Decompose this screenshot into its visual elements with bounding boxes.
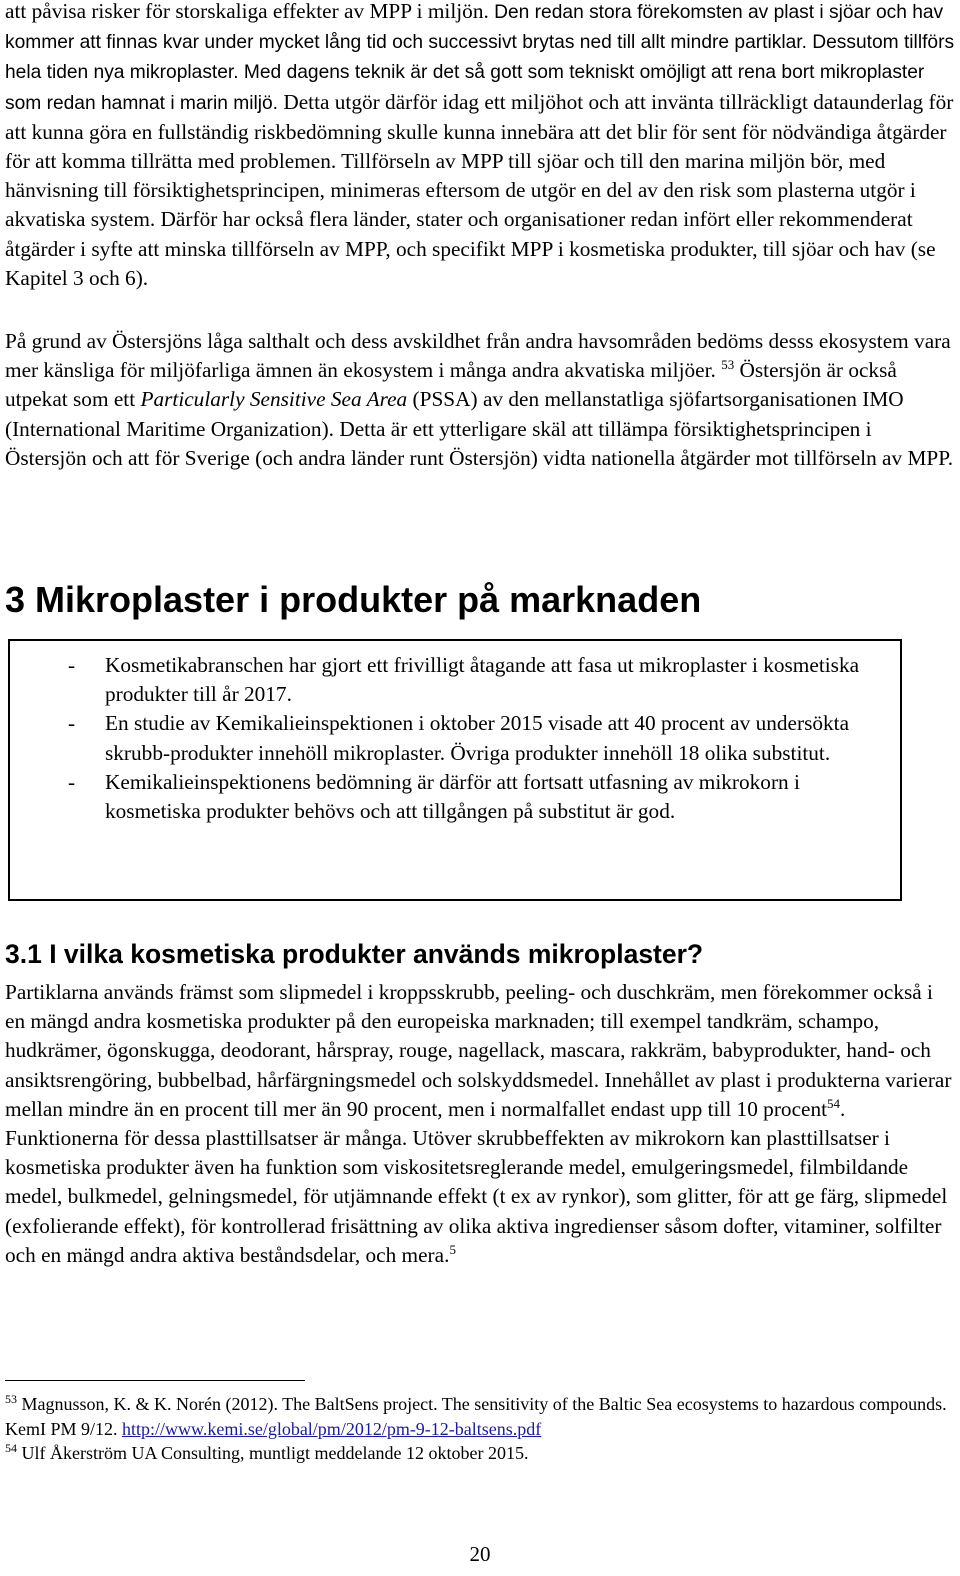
intro-serif-rest: Detta utgör därför idag ett miljöhot och att invänta tillräckligt dataunderlag för att kunna göra en fullständig riskbedömning skulle kunna innebära att det blir för sent för nödvändiga åtgärder för att komma tillrätta med problemen. Tillförseln av MPP till sjöar och till den marina miljön bör, med hänvisning till försiktighetsprincipen, minimeras eftersom de utgör en del av den risk som plasterna utgör i akvatiska system. Därför har också flera länder, stater och organisationer redan infört eller rekommenderat åtgärder i syfte att minska tillförseln av MPP, och specifikt MPP i kosmetiska produkter, till sjöar och hav (se Kapitel 3 och 6). bbox=[5, 89, 954, 290]
summary-item-text: En studie av Kemikalieinspektionen i oktober 2015 visade att 40 procent av undersökta skrubb-produkter innehöll mikroplaster. Övriga produkter innehöll 18 olika substitut. bbox=[105, 711, 850, 765]
intro-sans-text: Den redan stora förekomsten av plast i sjöar och hav kommer att finnas kvar under mycket lång tid och successivt brytas ned till allt mindre partiklar. Dessutom tillförs hela tiden nya mikroplaster. Med dagens teknik är det så gott som tekniskt omöjligt att rena bort mikroplaster som redan hamnat i marin miljö. bbox=[5, 2, 955, 114]
footnote-ref-5[interactable]: 5 bbox=[449, 1241, 456, 1257]
baltic-text-b: Östersjön är också utpekat som ett bbox=[5, 358, 897, 412]
summary-item-text: Kemikalieinspektionens bedömning är därför att fortsatt utfasning av mikrokorn i kosmetiska produkter behövs och att tillgången på substitut är god. bbox=[105, 769, 800, 824]
cosmetics-text-b: . Funktionerna för dessa plasttillsatser är många. Utöver skrubbeffekten av mikrokorn kan plasttillsatser i kosmetiska produkter även ha funktion som viskositetsreglerande medel, emulgeringsmedel, filmbildande medel, bulkmedel, gelningsmedel, för utjämnande effekt (t ex av rynkor), som glitter, för att ge färg, slipmedel (exfolierande effekt), för kontrollerad frisättning av olika aktiva ingredienser såsom dofter, vitaminer, solfilter och en mängd andra aktiva beståndsdelar, och mera. bbox=[5, 1096, 948, 1267]
footnote-54 bbox=[5, 1441, 955, 1466]
bullet-dash: - bbox=[68, 711, 76, 736]
section-3-heading: 3 Mikroplaster i produkter på marknaden bbox=[5, 579, 702, 620]
footnote-ref-53[interactable]: 53 bbox=[721, 357, 735, 373]
footnote-53-link[interactable]: http://www.kemi.se/global/pm/2012/pm-9-12-baltsens.pdf bbox=[122, 1418, 542, 1439]
section-3-1-heading: 3.1 I vilka kosmetiska produkter används mikroplaster? bbox=[5, 939, 704, 969]
baltic-paragraph bbox=[5, 327, 955, 473]
bullet-dash: - bbox=[68, 653, 76, 677]
summary-item bbox=[10, 768, 900, 826]
footnote-53-number: 53 bbox=[5, 1392, 17, 1406]
footnote-54-number: 54 bbox=[5, 1441, 17, 1455]
footnote-53 bbox=[5, 1392, 955, 1441]
page-number: 20 bbox=[469, 1542, 491, 1566]
cosmetics-paragraph bbox=[5, 978, 955, 1270]
footnote-divider bbox=[5, 1380, 305, 1381]
footnotes bbox=[5, 1392, 955, 1466]
pssa-term: Particularly Sensitive Sea Area bbox=[140, 387, 408, 412]
summary-list bbox=[10, 641, 900, 826]
baltic-text-a: På grund av Östersjöns låga salthalt och dess avskildhet från andra havsområden bedöms desss ekosystem vara mer känsliga för miljöfarliga ämnen än ekosystem i många andra akvatiska miljöer. bbox=[5, 329, 951, 383]
bullet-dash: - bbox=[68, 769, 76, 794]
footnote-ref-54[interactable]: 54 bbox=[827, 1095, 841, 1111]
summary-item bbox=[10, 709, 900, 767]
summary-box bbox=[8, 639, 902, 901]
summary-item bbox=[10, 651, 900, 709]
footnote-54-text: Ulf Åkerström UA Consulting, muntligt meddelande 12 oktober 2015. bbox=[17, 1443, 529, 1463]
intro-paragraph bbox=[5, 0, 955, 293]
cosmetics-text-a: Partiklarna används främst som slipmedel i kroppsskrubb, peeling- och duschkräm, men förekommer också i en mängd andra kosmetiska produkter på den europeiska marknaden; till exempel tandkräm, schampo, hudkrämer, ögonskugga, deodorant, hårspray, rouge, nagellack, mascara, rakkräm, babyprodukter, hand- och ansiktsrengöring, bubbelbad, hårfärgningsmedel och solskyddsmedel. Innehållet av plast i produkterna varierar mellan mindre än en procent till mer än 90 procent, men i normalfallet endast upp till 10 procent bbox=[5, 980, 952, 1121]
baltic-text-c: (PSSA) av den mellanstatliga sjöfartsorganisationen IMO (International Maritime Organization). Detta är ett ytterligare skäl att tillämpa försiktighetsprincipen i Östersjön och att för Sverige (och andra länder runt Östersjön) vidta nationella åtgärder mot tillförseln av MPP. bbox=[5, 387, 954, 470]
summary-item-text: Kosmetikabranschen har gjort ett frivilligt åtagande att fasa ut mikroplaster i kosmetiska produkter till år 2017. bbox=[105, 653, 860, 707]
intro-line-start: att påvisa risker för storskaliga effekter av MPP i miljön. bbox=[5, 0, 495, 23]
footnote-53-text: Magnusson, K. & K. Norén (2012). The BaltSens project. The sensitivity of the Baltic Sea ecosystems to hazardous compounds. KemI PM 9/12. bbox=[5, 1394, 947, 1439]
